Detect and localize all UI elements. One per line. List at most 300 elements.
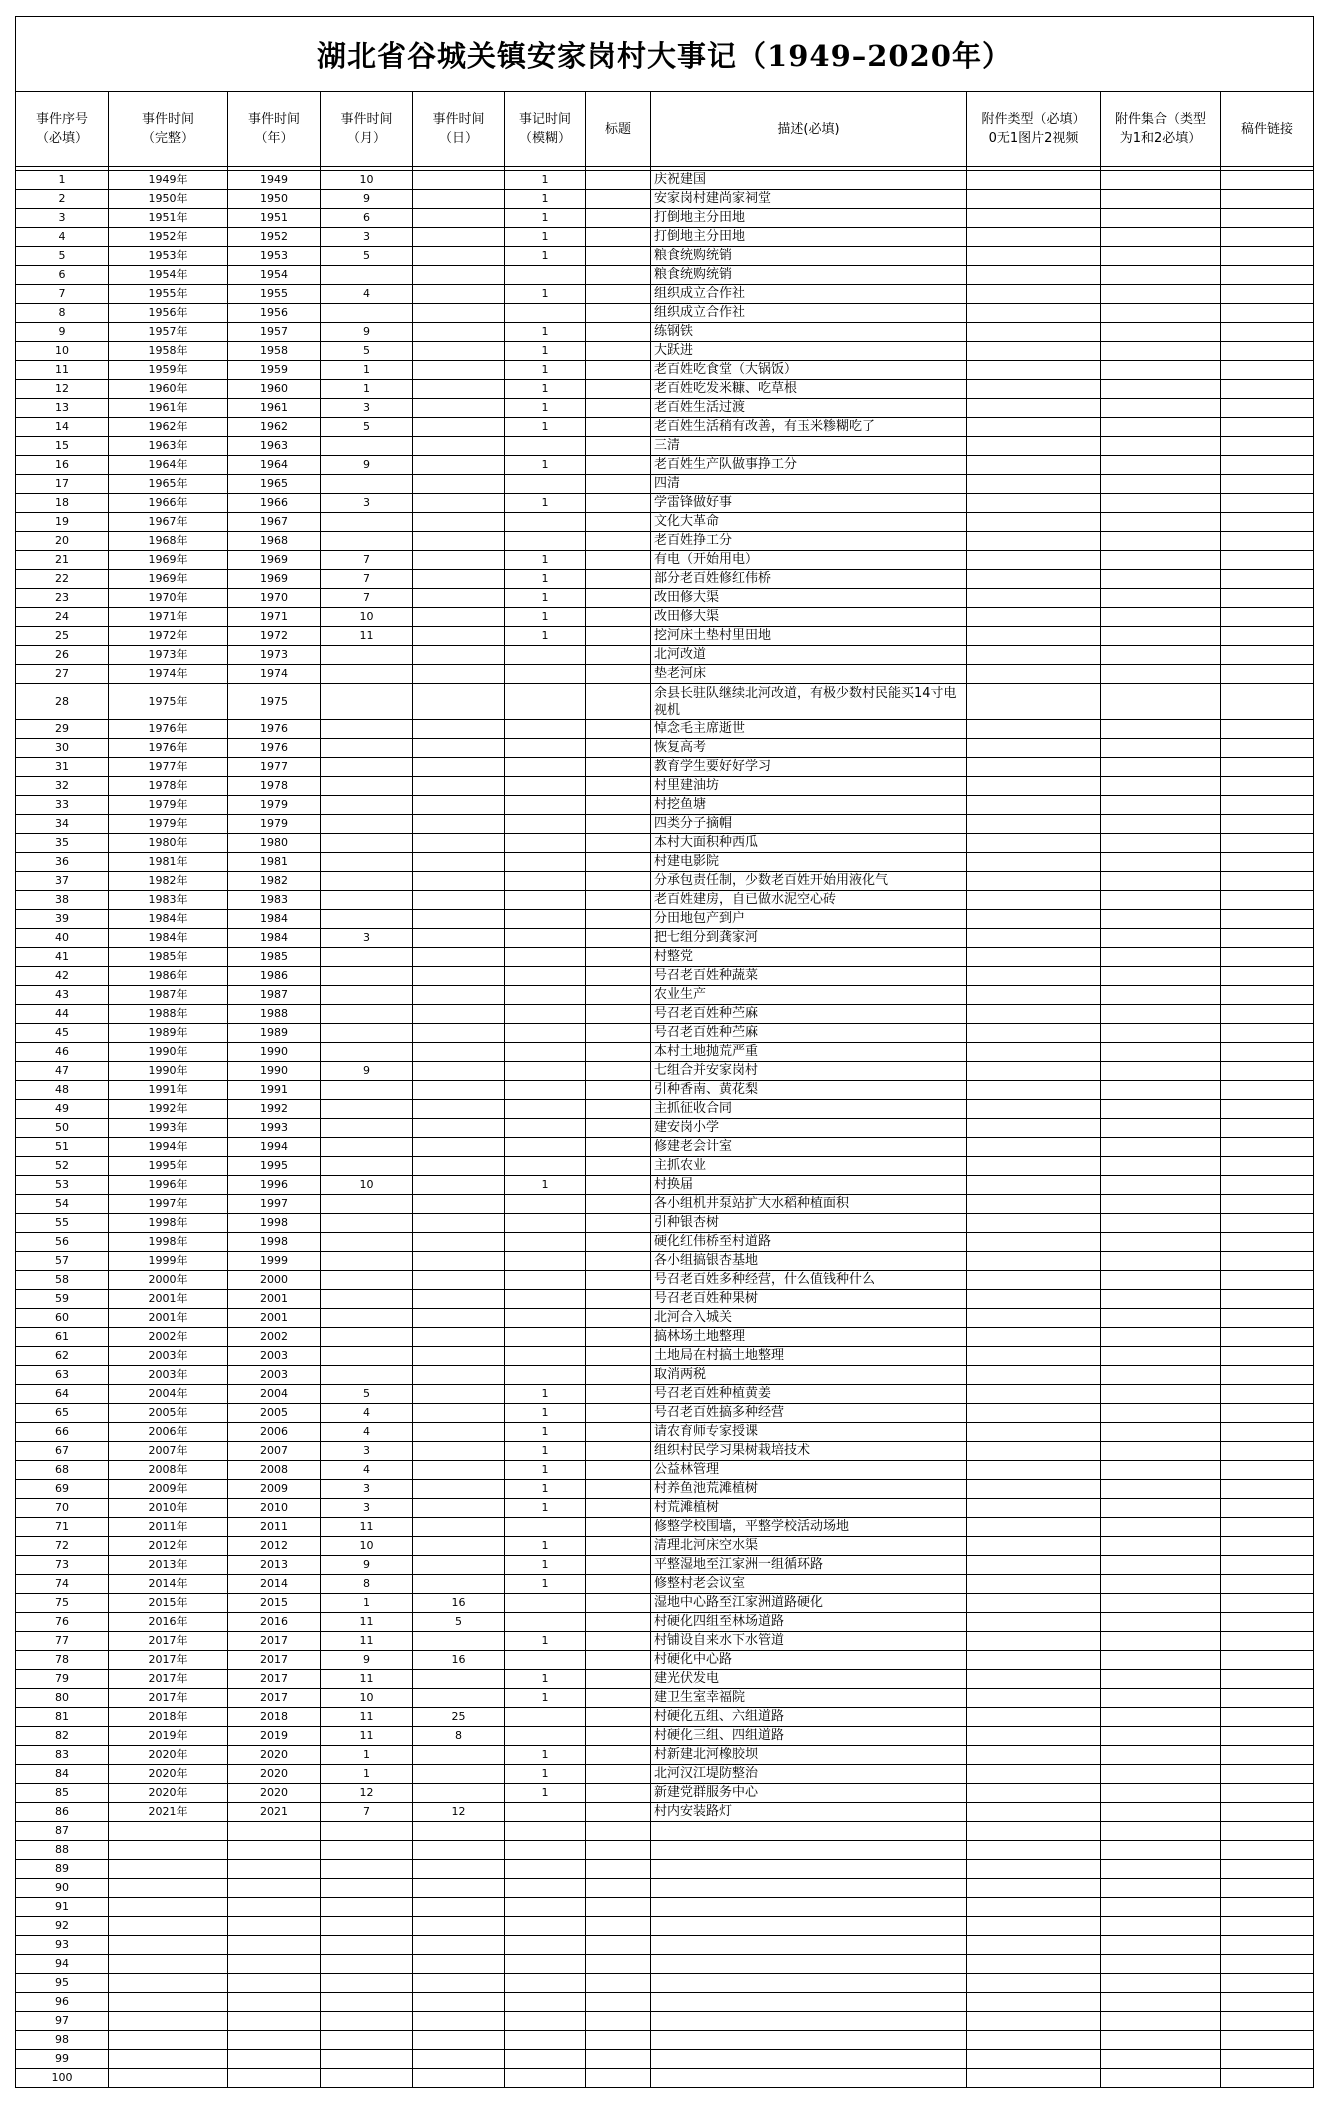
attachment-type-cell (967, 1594, 1101, 1613)
description-cell: 老百姓生产队做事挣工分 (651, 456, 967, 475)
event-number-cell: 12 (16, 380, 109, 399)
fuzzy-date-cell (505, 815, 586, 834)
full-date-cell: 1968年 (109, 532, 228, 551)
fuzzy-date-cell (505, 1214, 586, 1233)
fuzzy-date-cell (505, 1005, 586, 1024)
title-cell (586, 684, 651, 720)
attachment-set-cell (1101, 209, 1221, 228)
attachment-set-cell (1101, 228, 1221, 247)
description-cell (651, 1955, 967, 1974)
attachment-set-cell (1101, 532, 1221, 551)
manuscript-link-cell (1221, 929, 1314, 948)
fuzzy-date-cell (505, 1708, 586, 1727)
day-cell (413, 1309, 505, 1328)
title-cell (586, 1936, 651, 1955)
manuscript-link-cell (1221, 304, 1314, 323)
fuzzy-date-cell (505, 1917, 586, 1936)
attachment-set-cell (1101, 739, 1221, 758)
attachment-set-cell (1101, 1689, 1221, 1708)
event-number-cell: 6 (16, 266, 109, 285)
event-number-cell: 55 (16, 1214, 109, 1233)
full-date-cell: 2017年 (109, 1632, 228, 1651)
title-cell (586, 1499, 651, 1518)
fuzzy-date-cell (505, 853, 586, 872)
attachment-type-cell (967, 1309, 1101, 1328)
attachment-type-cell (967, 872, 1101, 891)
description-cell: 老百姓吃发米糠、吃草根 (651, 380, 967, 399)
day-cell (413, 171, 505, 190)
table-row (16, 1575, 1314, 1594)
day-cell (413, 608, 505, 627)
event-number-cell: 99 (16, 2050, 109, 2069)
table-row (16, 1765, 1314, 1784)
description-cell (651, 1860, 967, 1879)
title-cell (586, 1404, 651, 1423)
table-row (16, 1480, 1314, 1499)
description-cell: 北河合入城关 (651, 1309, 967, 1328)
year-cell: 2003 (228, 1366, 321, 1385)
full-date-cell: 1990年 (109, 1043, 228, 1062)
header-fuzzy-date: 事记时间 （模糊） (505, 92, 586, 167)
table-row (16, 285, 1314, 304)
manuscript-link-cell (1221, 1328, 1314, 1347)
month-cell: 10 (321, 171, 413, 190)
attachment-set-cell (1101, 1727, 1221, 1746)
full-date-cell: 2021年 (109, 1803, 228, 1822)
day-cell (413, 948, 505, 967)
day-cell (413, 1822, 505, 1841)
description-cell: 村硬化三组、四组道路 (651, 1727, 967, 1746)
full-date-cell (109, 1917, 228, 1936)
full-date-cell: 1998年 (109, 1233, 228, 1252)
attachment-type-cell (967, 1062, 1101, 1081)
month-cell (321, 758, 413, 777)
event-number-cell: 48 (16, 1081, 109, 1100)
full-date-cell: 1976年 (109, 739, 228, 758)
month-cell: 3 (321, 399, 413, 418)
full-date-cell: 2017年 (109, 1689, 228, 1708)
manuscript-link-cell (1221, 665, 1314, 684)
attachment-set-cell (1101, 1974, 1221, 1993)
day-cell (413, 1214, 505, 1233)
manuscript-link-cell (1221, 1100, 1314, 1119)
event-number-cell: 49 (16, 1100, 109, 1119)
event-number-cell: 73 (16, 1556, 109, 1575)
year-cell: 1998 (228, 1233, 321, 1252)
attachment-set-cell (1101, 1917, 1221, 1936)
title-cell (586, 815, 651, 834)
title-cell (586, 1784, 651, 1803)
month-cell (321, 1138, 413, 1157)
title-cell (586, 1081, 651, 1100)
title-cell (586, 171, 651, 190)
attachment-type-cell (967, 1518, 1101, 1537)
full-date-cell: 2011年 (109, 1518, 228, 1537)
manuscript-link-cell (1221, 551, 1314, 570)
year-cell: 2017 (228, 1670, 321, 1689)
manuscript-link-cell (1221, 986, 1314, 1005)
table-row (16, 551, 1314, 570)
day-cell (413, 739, 505, 758)
full-date-cell: 1991年 (109, 1081, 228, 1100)
table-row (16, 1423, 1314, 1442)
manuscript-link-cell (1221, 1005, 1314, 1024)
header-year: 事件时间 （年） (228, 92, 321, 167)
year-cell: 1979 (228, 815, 321, 834)
description-cell: 组织成立合作社 (651, 304, 967, 323)
attachment-type-cell (967, 1423, 1101, 1442)
fuzzy-date-cell (505, 1898, 586, 1917)
event-number-cell: 22 (16, 570, 109, 589)
fuzzy-date-cell (505, 1651, 586, 1670)
event-number-cell: 60 (16, 1309, 109, 1328)
year-cell: 1960 (228, 380, 321, 399)
event-number-cell: 36 (16, 853, 109, 872)
fuzzy-date-cell (505, 665, 586, 684)
day-cell (413, 1461, 505, 1480)
description-cell: 湿地中心路至江家洲道路硬化 (651, 1594, 967, 1613)
description-cell: 搞林场土地整理 (651, 1328, 967, 1347)
day-cell (413, 418, 505, 437)
table-row (16, 1309, 1314, 1328)
manuscript-link-cell (1221, 1898, 1314, 1917)
title-cell (586, 209, 651, 228)
manuscript-link-cell (1221, 1499, 1314, 1518)
fuzzy-date-cell: 1 (505, 228, 586, 247)
day-cell (413, 1974, 505, 1993)
year-cell: 2020 (228, 1765, 321, 1784)
description-cell: 庆祝建国 (651, 171, 967, 190)
year-cell: 1996 (228, 1176, 321, 1195)
attachment-type-cell (967, 1708, 1101, 1727)
year-cell: 1997 (228, 1195, 321, 1214)
attachment-type-cell (967, 456, 1101, 475)
manuscript-link-cell (1221, 872, 1314, 891)
attachment-type-cell (967, 665, 1101, 684)
day-cell (413, 853, 505, 872)
attachment-set-cell (1101, 796, 1221, 815)
day-cell (413, 1689, 505, 1708)
attachment-type-cell (967, 1366, 1101, 1385)
event-number-cell: 64 (16, 1385, 109, 1404)
header-attachment-type: 附件类型（必填） 0无1图片2视频 (967, 92, 1101, 167)
month-cell: 4 (321, 1404, 413, 1423)
table-row (16, 323, 1314, 342)
month-cell (321, 513, 413, 532)
day-cell (413, 456, 505, 475)
table-row (16, 494, 1314, 513)
fuzzy-date-cell (505, 1157, 586, 1176)
fuzzy-date-cell (505, 1974, 586, 1993)
full-date-cell: 2005年 (109, 1404, 228, 1423)
full-date-cell: 1986年 (109, 967, 228, 986)
title-cell (586, 380, 651, 399)
attachment-type-cell (967, 304, 1101, 323)
event-number-cell: 1 (16, 171, 109, 190)
day-cell (413, 437, 505, 456)
table-row (16, 1138, 1314, 1157)
attachment-set-cell (1101, 1765, 1221, 1784)
event-number-cell: 58 (16, 1271, 109, 1290)
table-row (16, 1917, 1314, 1936)
month-cell (321, 815, 413, 834)
attachment-set-cell (1101, 456, 1221, 475)
full-date-cell (109, 2012, 228, 2031)
attachment-set-cell (1101, 1423, 1221, 1442)
year-cell: 2007 (228, 1442, 321, 1461)
day-cell (413, 796, 505, 815)
year-cell: 2011 (228, 1518, 321, 1537)
manuscript-link-cell (1221, 1651, 1314, 1670)
fuzzy-date-cell: 1 (505, 1575, 586, 1594)
description-cell: 学雷锋做好事 (651, 494, 967, 513)
month-cell: 8 (321, 1575, 413, 1594)
event-table (15, 16, 1314, 2088)
full-date-cell: 1974年 (109, 665, 228, 684)
month-cell: 4 (321, 285, 413, 304)
description-cell: 老百姓吃食堂（大锅饭） (651, 361, 967, 380)
event-number-cell: 18 (16, 494, 109, 513)
title-cell (586, 1309, 651, 1328)
description-cell (651, 1822, 967, 1841)
day-cell (413, 1385, 505, 1404)
fuzzy-date-cell: 1 (505, 418, 586, 437)
manuscript-link-cell (1221, 2050, 1314, 2069)
attachment-set-cell (1101, 1784, 1221, 1803)
month-cell (321, 1024, 413, 1043)
attachment-type-cell (967, 2031, 1101, 2050)
fuzzy-date-cell (505, 646, 586, 665)
table-row (16, 437, 1314, 456)
manuscript-link-cell (1221, 1442, 1314, 1461)
table-row (16, 739, 1314, 758)
attachment-type-cell (967, 1442, 1101, 1461)
table-row (16, 247, 1314, 266)
manuscript-link-cell (1221, 1233, 1314, 1252)
year-cell (228, 1993, 321, 2012)
year-cell: 1990 (228, 1062, 321, 1081)
day-cell (413, 1290, 505, 1309)
year-cell: 2006 (228, 1423, 321, 1442)
year-cell (228, 2050, 321, 2069)
manuscript-link-cell (1221, 1404, 1314, 1423)
event-number-cell: 40 (16, 929, 109, 948)
year-cell: 1971 (228, 608, 321, 627)
title-cell (586, 739, 651, 758)
fuzzy-date-cell (505, 1100, 586, 1119)
attachment-type-cell (967, 494, 1101, 513)
attachment-type-cell (967, 834, 1101, 853)
title-cell (586, 2031, 651, 2050)
description-cell: 分承包责任制，少数老百姓开始用液化气 (651, 872, 967, 891)
title-cell (586, 1043, 651, 1062)
day-cell (413, 2012, 505, 2031)
full-date-cell: 2020年 (109, 1784, 228, 1803)
full-date-cell: 1966年 (109, 494, 228, 513)
table-row (16, 532, 1314, 551)
day-cell (413, 475, 505, 494)
attachment-set-cell (1101, 1993, 1221, 2012)
full-date-cell: 1956年 (109, 304, 228, 323)
description-cell: 修整学校围墙，平整学校活动场地 (651, 1518, 967, 1537)
fuzzy-date-cell (505, 684, 586, 720)
attachment-set-cell (1101, 399, 1221, 418)
manuscript-link-cell (1221, 209, 1314, 228)
day-cell: 25 (413, 1708, 505, 1727)
title-cell (586, 1157, 651, 1176)
full-date-cell: 1988年 (109, 1005, 228, 1024)
full-date-cell: 2004年 (109, 1385, 228, 1404)
event-number-cell: 82 (16, 1727, 109, 1746)
attachment-set-cell (1101, 1366, 1221, 1385)
description-cell: 村硬化五组、六组道路 (651, 1708, 967, 1727)
description-cell: 农业生产 (651, 986, 967, 1005)
full-date-cell: 1979年 (109, 796, 228, 815)
year-cell: 1993 (228, 1119, 321, 1138)
fuzzy-date-cell (505, 1309, 586, 1328)
event-number-cell: 42 (16, 967, 109, 986)
table-row (16, 2012, 1314, 2031)
full-date-cell: 1984年 (109, 910, 228, 929)
day-cell (413, 532, 505, 551)
day-cell (413, 551, 505, 570)
description-cell (651, 1917, 967, 1936)
event-number-cell: 3 (16, 209, 109, 228)
manuscript-link-cell (1221, 1252, 1314, 1271)
title-cell (586, 437, 651, 456)
fuzzy-date-cell: 1 (505, 342, 586, 361)
description-cell: 七组合并安家岗村 (651, 1062, 967, 1081)
attachment-type-cell (967, 1556, 1101, 1575)
year-cell: 1955 (228, 285, 321, 304)
attachment-set-cell (1101, 627, 1221, 646)
title-cell (586, 1385, 651, 1404)
day-cell (413, 1784, 505, 1803)
manuscript-link-cell (1221, 1993, 1314, 2012)
day-cell (413, 1024, 505, 1043)
attachment-type-cell (967, 1195, 1101, 1214)
full-date-cell (109, 1860, 228, 1879)
manuscript-link-cell (1221, 1822, 1314, 1841)
fuzzy-date-cell (505, 1594, 586, 1613)
full-date-cell (109, 1841, 228, 1860)
month-cell (321, 1309, 413, 1328)
fuzzy-date-cell (505, 1366, 586, 1385)
title-cell (586, 1366, 651, 1385)
day-cell (413, 720, 505, 739)
event-number-cell: 61 (16, 1328, 109, 1347)
table-row (16, 1556, 1314, 1575)
description-cell (651, 1879, 967, 1898)
month-cell: 6 (321, 209, 413, 228)
manuscript-link-cell (1221, 1214, 1314, 1233)
manuscript-link-cell (1221, 1860, 1314, 1879)
manuscript-link-cell (1221, 646, 1314, 665)
month-cell (321, 1100, 413, 1119)
description-cell: 建光伏发电 (651, 1670, 967, 1689)
manuscript-link-cell (1221, 1119, 1314, 1138)
manuscript-link-cell (1221, 2069, 1314, 2088)
manuscript-link-cell (1221, 285, 1314, 304)
table-row (16, 891, 1314, 910)
fuzzy-date-cell: 1 (505, 1480, 586, 1499)
fuzzy-date-cell: 1 (505, 247, 586, 266)
year-cell: 2009 (228, 1480, 321, 1499)
manuscript-link-cell (1221, 684, 1314, 720)
year-cell: 1980 (228, 834, 321, 853)
full-date-cell: 1950年 (109, 190, 228, 209)
month-cell: 3 (321, 1442, 413, 1461)
year-cell: 1984 (228, 929, 321, 948)
month-cell: 11 (321, 1632, 413, 1651)
manuscript-link-cell (1221, 1727, 1314, 1746)
attachment-type-cell (967, 967, 1101, 986)
title-cell (586, 1594, 651, 1613)
attachment-set-cell (1101, 266, 1221, 285)
full-date-cell: 1960年 (109, 380, 228, 399)
month-cell: 10 (321, 608, 413, 627)
year-cell: 1965 (228, 475, 321, 494)
full-date-cell (109, 2050, 228, 2069)
table-row (16, 1993, 1314, 2012)
attachment-set-cell (1101, 608, 1221, 627)
table-row (16, 1461, 1314, 1480)
description-cell: 主抓征收合同 (651, 1100, 967, 1119)
table-row (16, 2031, 1314, 2050)
fuzzy-date-cell (505, 777, 586, 796)
day-cell (413, 1081, 505, 1100)
full-date-cell: 2009年 (109, 1480, 228, 1499)
month-cell: 1 (321, 361, 413, 380)
description-cell: 号召老百姓种植黄姜 (651, 1385, 967, 1404)
attachment-type-cell (967, 853, 1101, 872)
full-date-cell: 2000年 (109, 1271, 228, 1290)
attachment-type-cell (967, 1993, 1101, 2012)
year-cell: 1963 (228, 437, 321, 456)
attachment-type-cell (967, 929, 1101, 948)
month-cell (321, 1195, 413, 1214)
attachment-set-cell (1101, 1480, 1221, 1499)
day-cell (413, 627, 505, 646)
table-row (16, 209, 1314, 228)
attachment-set-cell (1101, 646, 1221, 665)
description-cell: 粮食统购统销 (651, 247, 967, 266)
day-cell (413, 967, 505, 986)
attachment-set-cell (1101, 948, 1221, 967)
attachment-set-cell (1101, 2031, 1221, 2050)
attachment-set-cell (1101, 1651, 1221, 1670)
header-day: 事件时间 （日） (413, 92, 505, 167)
full-date-cell: 1957年 (109, 323, 228, 342)
attachment-set-cell (1101, 1936, 1221, 1955)
year-cell: 2020 (228, 1784, 321, 1803)
attachment-type-cell (967, 948, 1101, 967)
fuzzy-date-cell (505, 2050, 586, 2069)
description-cell: 请农育师专家授课 (651, 1423, 967, 1442)
full-date-cell: 1992年 (109, 1100, 228, 1119)
event-number-cell: 100 (16, 2069, 109, 2088)
attachment-type-cell (967, 513, 1101, 532)
year-cell: 1950 (228, 190, 321, 209)
event-number-cell: 27 (16, 665, 109, 684)
attachment-set-cell (1101, 1119, 1221, 1138)
event-number-cell: 67 (16, 1442, 109, 1461)
table-row (16, 190, 1314, 209)
year-cell: 1988 (228, 1005, 321, 1024)
attachment-set-cell (1101, 1100, 1221, 1119)
full-date-cell: 1967年 (109, 513, 228, 532)
attachment-set-cell (1101, 2012, 1221, 2031)
